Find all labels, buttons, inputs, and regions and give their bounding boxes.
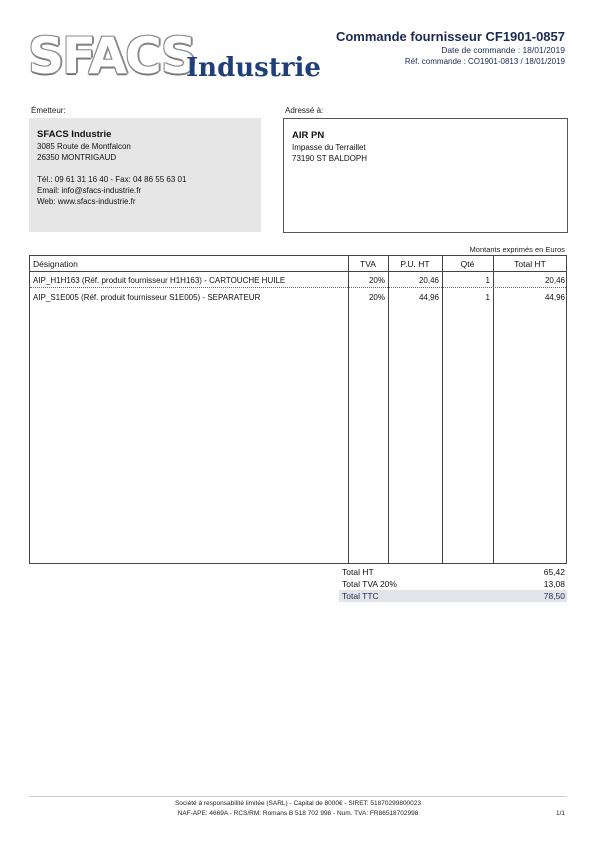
header-total-ht: Total HT (514, 259, 546, 269)
total-ht-value: 65,42 (543, 567, 565, 577)
cell-total-ht: 44,96 (544, 293, 565, 302)
header-unit-price: P.U. HT (400, 259, 430, 269)
cell-tva: 20% (368, 293, 385, 302)
total-ht-label: Total HT (342, 567, 374, 577)
sender-block (29, 118, 261, 232)
totals-block (339, 566, 567, 602)
logo-brand-suffix: Industrie (186, 53, 321, 83)
recipient-address-line1: Impasse du Terraillet (292, 143, 366, 152)
currency-note: Montants exprimés en Euros (469, 245, 565, 254)
table-row (30, 291, 566, 305)
cell-unit-price: 44,96 (418, 293, 439, 302)
cell-designation: AIP_S1E005 (Réf. produit fournisseur S1E005) - SEPARATEUR (33, 293, 261, 302)
cell-tva: 20% (368, 276, 385, 285)
total-ttc-row (339, 590, 567, 602)
sender-address-line2: 26350 MONTRIGAUD (37, 153, 117, 162)
cell-total-ht: 20,46 (544, 276, 565, 285)
table-row (30, 274, 566, 288)
total-ttc-label: Total TTC (342, 591, 379, 601)
header-quantity: Qté (460, 259, 475, 269)
recipient-label: Adressé à: (285, 106, 324, 115)
header-designation: Désignation (33, 259, 78, 269)
document-title: Commande fournisseur CF1901-0857 (335, 29, 565, 44)
footer-divider (29, 796, 567, 797)
sender-email: Email: info@sfacs-industrie.fr (37, 186, 142, 195)
order-lines-table (29, 255, 567, 564)
total-ht-row (339, 566, 567, 578)
total-ttc-value: 78,50 (543, 591, 565, 601)
sender-website: Web: www.sfacs-industrie.fr (37, 197, 136, 206)
header-tva: TVA (360, 259, 376, 269)
sender-phone-fax: Tél.: 09 61 31 16 40 - Fax: 04 86 55 63 01 (37, 175, 187, 184)
cell-quantity: 1 (485, 276, 490, 285)
company-logo (28, 27, 321, 87)
recipient-block (283, 118, 568, 233)
footer-legal-line2: NAF-APE: 4669A - RCS/RM: Romans B 518 702 998 - Num. TVA: FR86518702998 (177, 810, 419, 817)
cell-designation: AIP_H1H163 (Réf. produit fournisseur H1H163) - CARTOUCHE HUILE (33, 276, 286, 285)
page-number: 1/1 (555, 810, 565, 817)
order-reference: Réf. commande : CO1901-0813 / 18/01/2019 (404, 57, 565, 66)
recipient-address-line2: 73190 ST BALDOPH (292, 154, 368, 163)
footer-legal-line1: Société à responsabilité limitée (SARL) - Capital de 8000€ - SIRET: 51870299800023 (174, 800, 422, 807)
cell-quantity: 1 (485, 293, 490, 302)
order-date: Date de commande : 18/01/2019 (441, 45, 565, 55)
table-header-row (30, 256, 566, 272)
sender-label: Émetteur: (31, 106, 66, 115)
sender-name: SFACS Industrie (37, 129, 112, 140)
total-tva-label: Total TVA 20% (342, 579, 397, 589)
cell-unit-price: 20,46 (418, 276, 439, 285)
total-tva-value: 13,08 (543, 579, 565, 589)
recipient-name: AIR PN (292, 130, 325, 141)
logo-brand-text: SFACS (28, 27, 195, 85)
sender-address-line1: 3085 Route de Montfalcon (37, 142, 131, 151)
total-tva-row (339, 578, 567, 590)
row-separator (30, 287, 566, 288)
